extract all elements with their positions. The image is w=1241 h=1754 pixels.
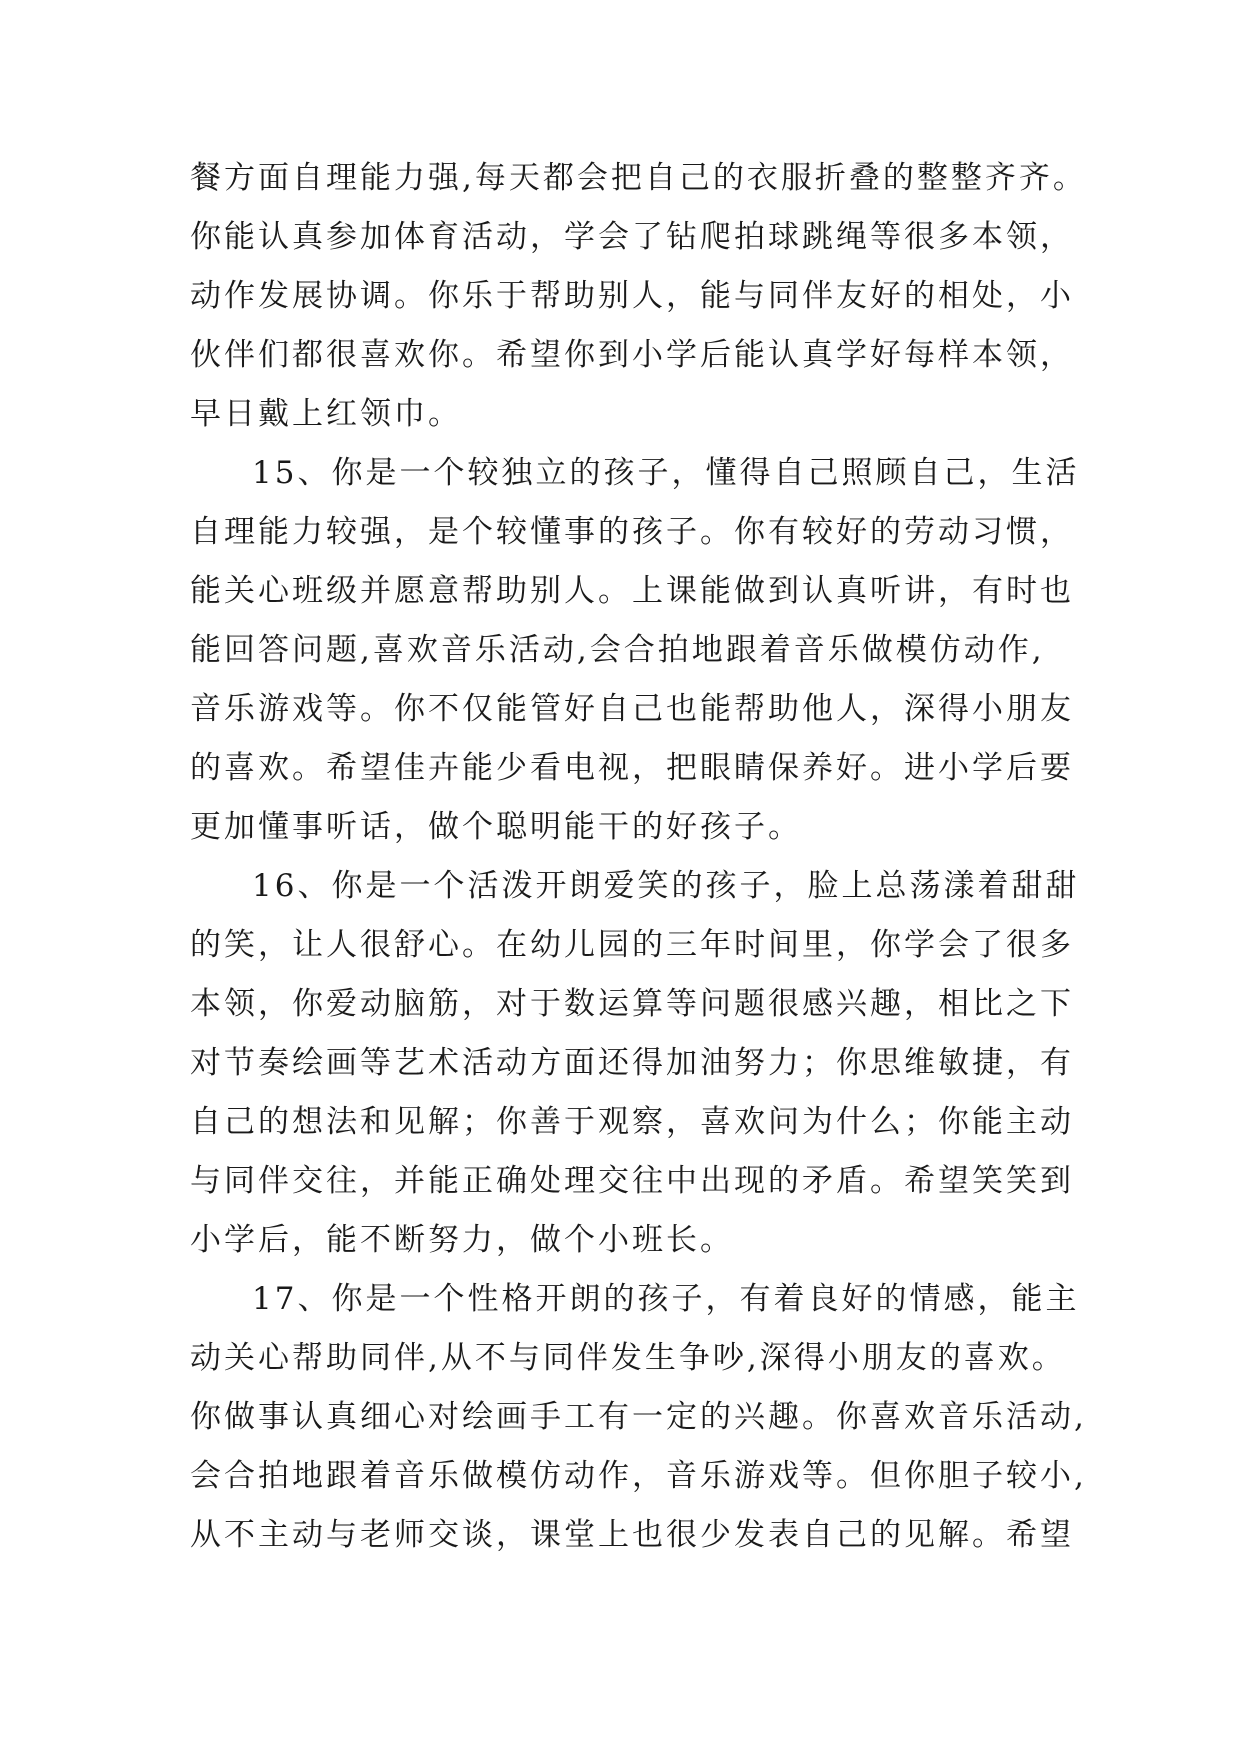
text-line: 你做事认真细心对绘画手工有一定的兴趣。你喜欢音乐活动, [190,1399,1087,1435]
paragraph-15-first-line: 15、你是一个较独立的孩子，懂得自己照顾自己，生活 [252,455,1080,491]
text-line: 能回答问题,喜欢音乐活动,会合拍地跟着音乐做模仿动作, [190,632,1045,668]
text-line: 从不主动与老师交谈，课堂上也很少发表自己的见解。希望 [190,1517,1074,1553]
text-line: 的笑，让人很舒心。在幼儿园的三年时间里，你学会了很多 [190,927,1074,963]
text-line: 小学后，能不断努力，做个小班长。 [190,1222,734,1258]
text-line: 对节奏绘画等艺术活动方面还得加油努力；你思维敏捷，有 [190,1045,1074,1081]
text-line: 音乐游戏等。你不仅能管好自己也能帮助他人，深得小朋友 [190,691,1074,727]
text-line: 自己的想法和见解；你善于观察，喜欢问为什么；你能主动 [190,1104,1074,1140]
text-line: 会合拍地跟着音乐做模仿动作，音乐游戏等。但你胆子较小, [190,1458,1087,1494]
text-line: 早日戴上红领巾。 [190,396,462,432]
text-line: 与同伴交往，并能正确处理交往中出现的矛盾。希望笑笑到 [190,1163,1074,1199]
text-line: 本领，你爱动脑筋，对于数运算等问题很感兴趣，相比之下 [190,986,1074,1022]
paragraph-16-first-line: 16、你是一个活泼开朗爱笑的孩子，脸上总荡漾着甜甜 [252,868,1080,904]
text-line: 动关心帮助同伴,从不与同伴发生争吵,深得小朋友的喜欢。 [190,1340,1066,1376]
text-line: 伙伴们都很喜欢你。希望你到小学后能认真学好每样本领， [190,337,1074,373]
paragraph-17-first-line: 17、你是一个性格开朗的孩子，有着良好的情感，能主 [252,1281,1080,1317]
text-line: 的喜欢。希望佳卉能少看电视，把眼睛保养好。进小学后要 [190,750,1074,786]
text-line: 更加懂事听话，做个聪明能干的好孩子。 [190,809,802,845]
text-line: 动作发展协调。你乐于帮助别人，能与同伴友好的相处，小 [190,278,1074,314]
text-line: 你能认真参加体育活动，学会了钻爬拍球跳绳等很多本领， [190,219,1074,255]
text-line: 自理能力较强，是个较懂事的孩子。你有较好的劳动习惯， [190,514,1074,550]
text-line: 能关心班级并愿意帮助别人。上课能做到认真听讲，有时也 [190,573,1074,609]
text-line: 餐方面自理能力强,每天都会把自己的衣服折叠的整整齐齐。 [190,160,1087,196]
